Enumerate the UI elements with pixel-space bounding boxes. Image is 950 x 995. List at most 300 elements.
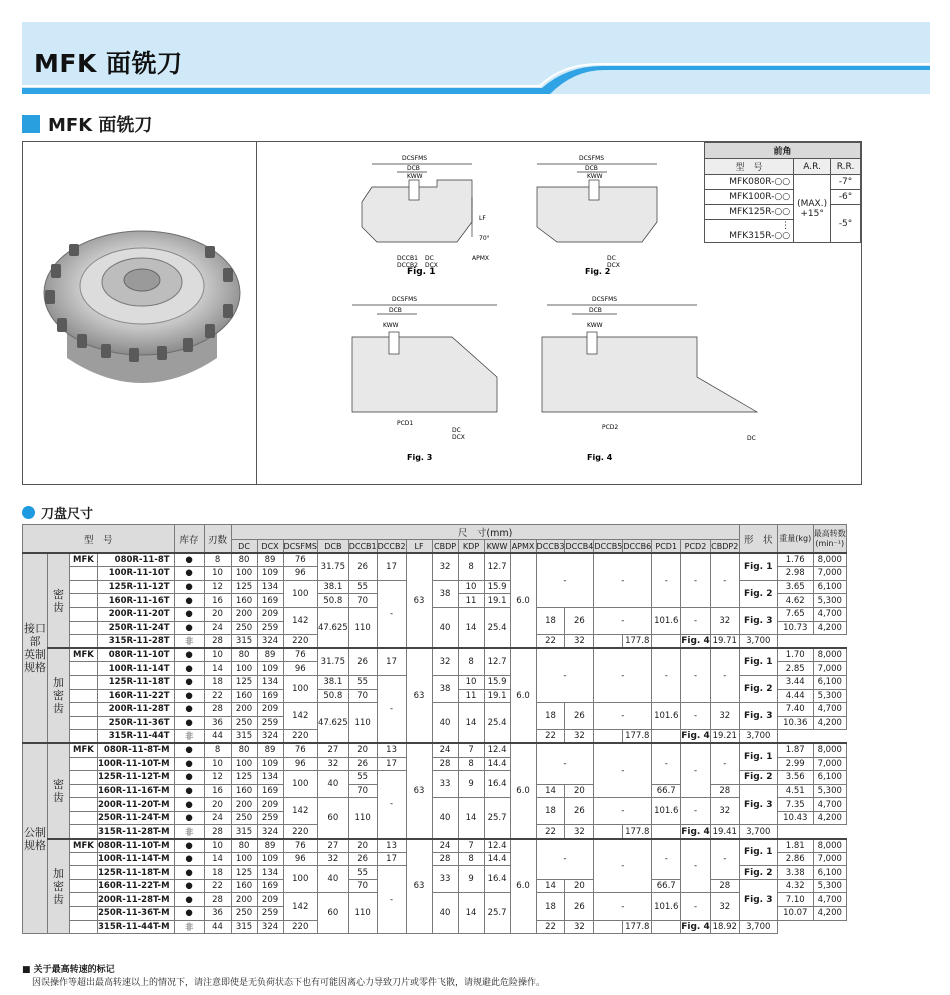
dcx-cell: 209 xyxy=(257,607,283,621)
table-cell: Fig. 3 xyxy=(739,703,777,730)
model-code: 200R-11-20T-M xyxy=(98,798,175,812)
table-cell: 32 xyxy=(565,920,594,934)
table-cell: 100 xyxy=(283,580,317,607)
table-cell: Fig. 4 xyxy=(681,921,710,932)
table-cell: 17 xyxy=(377,757,406,771)
table-row xyxy=(23,553,847,567)
dc-cell: 160 xyxy=(231,784,257,798)
table-cell: 28 xyxy=(710,784,739,798)
dcx-cell: 134 xyxy=(257,675,283,689)
rake-dots: ⋮ xyxy=(781,221,791,231)
rpm-cell: 5,300 xyxy=(813,594,846,608)
table-cell: 6.0 xyxy=(510,648,536,743)
rake-model: MFK125R-○○ xyxy=(705,205,794,220)
table-cell: 55 xyxy=(348,771,377,785)
th-teeth: 刃数 xyxy=(204,525,231,554)
dcx-cell: 324 xyxy=(257,635,283,649)
stock-cell: ● xyxy=(174,716,204,730)
teeth-cell: 12 xyxy=(204,580,231,594)
table-row xyxy=(23,798,847,812)
th-model: 型 号 xyxy=(23,525,175,554)
table-cell: 7 xyxy=(458,839,484,853)
table-cell: 28 xyxy=(432,757,458,771)
rpm-cell: 4,700 xyxy=(813,703,846,717)
weight-cell: 19.41 xyxy=(710,825,739,839)
table-cell: 142 xyxy=(283,893,317,920)
dcsfms-cell: 96 xyxy=(283,662,317,676)
size-table-title xyxy=(22,503,93,522)
table-cell: 70 xyxy=(348,784,377,798)
fig4-label: Fig. 4 xyxy=(587,453,613,462)
table-cell: Fig. 3 xyxy=(739,879,777,920)
table-cell: - xyxy=(681,798,711,825)
table-cell: - xyxy=(594,893,652,920)
teeth-cell: 36 xyxy=(204,907,231,921)
col-header: CBDP xyxy=(432,540,458,554)
table-cell: 47.625 xyxy=(317,607,348,648)
rpm-cell: 3,700 xyxy=(739,635,777,649)
table-cell: 60 xyxy=(317,798,348,839)
dcx-cell: 134 xyxy=(257,580,283,594)
rpm-cell: 4,200 xyxy=(813,716,846,730)
col-header: KDP xyxy=(458,540,484,554)
table-cell: 40 xyxy=(432,607,458,648)
stock-cell: ● xyxy=(174,648,204,662)
teeth-cell: 22 xyxy=(204,879,231,893)
teeth-cell: 24 xyxy=(204,811,231,825)
table-cell: 12.4 xyxy=(484,743,510,757)
rpm-cell: 5,300 xyxy=(813,784,846,798)
teeth-cell: 16 xyxy=(204,784,231,798)
teeth-cell: 18 xyxy=(204,866,231,880)
table-cell: 12.4 xyxy=(484,839,510,853)
dcx-cell: 259 xyxy=(257,811,283,825)
teeth-cell: 14 xyxy=(204,662,231,676)
model-code: 080R-11-8T-M xyxy=(98,743,175,757)
stock-cell: ● xyxy=(174,621,204,635)
model-code: 250R-11-24T-M xyxy=(98,811,175,825)
model-prefix: MFK xyxy=(70,553,98,567)
model-code: 100R-11-14T-M xyxy=(98,852,175,866)
model-code: 080R-11-10T-M xyxy=(98,839,175,853)
table-cell: - xyxy=(681,648,711,702)
dcsfms-cell: 96 xyxy=(283,757,317,771)
weight-cell: 4.51 xyxy=(777,784,813,798)
group-label-metric: 公制规格 xyxy=(23,743,48,933)
weight-cell: 2.98 xyxy=(777,567,813,581)
table-cell: 32 xyxy=(565,730,594,744)
dc-cell: 80 xyxy=(231,743,257,757)
table-cell: 25.4 xyxy=(484,703,510,744)
table-cell: 32 xyxy=(710,607,739,634)
rpm-cell: 3,700 xyxy=(739,920,777,934)
teeth-cell: 18 xyxy=(204,675,231,689)
table-cell xyxy=(652,920,681,934)
weight-cell: 7.35 xyxy=(777,798,813,812)
weight-cell: 3.38 xyxy=(777,866,813,880)
table-cell: 24 xyxy=(432,743,458,757)
dcx-cell: 89 xyxy=(257,839,283,853)
stock-cell: ● xyxy=(174,743,204,757)
dc-cell: 315 xyxy=(231,825,257,839)
table-cell: 28 xyxy=(432,852,458,866)
teeth-cell: 10 xyxy=(204,757,231,771)
table-cell: 12.7 xyxy=(484,553,510,580)
dcx-cell: 209 xyxy=(257,703,283,717)
dcx-cell: 169 xyxy=(257,689,283,703)
section-title-text: MFK 面铣刀 xyxy=(48,115,153,136)
rake-model-last: MFK315R-○○ xyxy=(729,231,791,241)
table-cell: 100 xyxy=(283,675,317,702)
table-cell: 110 xyxy=(348,893,377,934)
model-prefix xyxy=(70,852,98,866)
model-code: 160R-11-22T xyxy=(98,689,175,703)
model-code: 250R-11-36T xyxy=(98,716,175,730)
dc-cell: 100 xyxy=(231,662,257,676)
stock-cell: ● xyxy=(174,703,204,717)
model-prefix xyxy=(70,662,98,676)
rake-model: MFK100R-○○ xyxy=(705,190,794,205)
rake-col-ar: A.R. xyxy=(794,159,831,175)
table-cell: 18 xyxy=(536,893,565,920)
table-cell: 70 xyxy=(348,879,377,893)
dcx-cell: 259 xyxy=(257,907,283,921)
rake-title: 前角 xyxy=(705,143,861,159)
col-header: DCSFMS xyxy=(283,540,317,554)
rpm-cell: 4,200 xyxy=(813,621,846,635)
model-code: 250R-11-36T-M xyxy=(98,907,175,921)
teeth-cell: 22 xyxy=(204,689,231,703)
table-cell: 66.7 xyxy=(652,784,681,798)
table-cell: - xyxy=(377,580,406,648)
dim-dccb1-1: DCCB1 xyxy=(397,255,418,262)
table-cell: 26 xyxy=(565,607,594,634)
teeth-cell: 20 xyxy=(204,607,231,621)
rpm-cell: 6,100 xyxy=(813,866,846,880)
table-cell: 177.8 xyxy=(623,635,652,649)
col-header: PCD2 xyxy=(681,540,711,554)
rake-angle-table xyxy=(704,142,861,243)
model-code: 250R-11-24T xyxy=(98,621,175,635)
table-cell: 17 xyxy=(377,648,406,675)
table-cell: 63 xyxy=(406,743,432,838)
model-code: 160R-11-22T-M xyxy=(98,879,175,893)
table-cell: - xyxy=(652,553,681,607)
stock-cell: ● xyxy=(174,594,204,608)
rpm-cell: 4,200 xyxy=(813,907,846,921)
model-prefix xyxy=(70,607,98,621)
rpm-cell: 8,000 xyxy=(813,743,846,757)
table-cell: 110 xyxy=(348,798,377,839)
table-cell: 38 xyxy=(432,675,458,702)
dc-cell: 100 xyxy=(231,852,257,866)
dcx-cell: 209 xyxy=(257,893,283,907)
table-cell: 24 xyxy=(432,839,458,853)
table-cell: - xyxy=(594,798,652,825)
table-cell: 101.6 xyxy=(652,703,681,730)
dcx-cell: 169 xyxy=(257,784,283,798)
subgroup-label: 加密齿 xyxy=(48,839,70,934)
rpm-cell: 6,100 xyxy=(813,580,846,594)
model-prefix xyxy=(70,866,98,880)
table-cell: 40 xyxy=(317,866,348,893)
rake-rr: -6° xyxy=(831,190,861,205)
table-cell: - xyxy=(681,893,711,920)
dim-dc-1: DC xyxy=(425,255,434,262)
table-cell: 9 xyxy=(458,771,484,798)
dim-dcb-3: DCB xyxy=(389,307,402,314)
dc-cell: 250 xyxy=(231,811,257,825)
table-cell: 18 xyxy=(536,798,565,825)
model-code: 200R-11-28T-M xyxy=(98,893,175,907)
table-row xyxy=(23,648,847,662)
dc-cell: 125 xyxy=(231,675,257,689)
table-cell: 142 xyxy=(283,703,317,730)
table-cell: 11 xyxy=(458,689,484,703)
table-cell: 14 xyxy=(458,893,484,934)
table-cell: - xyxy=(377,866,406,934)
col-header: DCCB4 xyxy=(565,540,594,554)
table-cell: - xyxy=(594,839,652,893)
model-prefix: MFK xyxy=(70,839,98,853)
weight-cell: 10.36 xyxy=(777,716,813,730)
table-cell: 101.6 xyxy=(652,798,681,825)
dim-dc-3: DC xyxy=(452,427,461,434)
table-cell: 100 xyxy=(283,771,317,798)
dim-dc-4: DC xyxy=(747,435,756,442)
table-cell: - xyxy=(710,839,739,880)
dim-dcb-1: DCB xyxy=(407,165,420,172)
table-cell: 47.625 xyxy=(317,703,348,744)
col-header: DCX xyxy=(257,540,283,554)
th-weight: 重量(kg) xyxy=(777,525,813,554)
table-cell: 8 xyxy=(458,757,484,771)
teeth-cell: 12 xyxy=(204,771,231,785)
table-cell: 27 xyxy=(317,743,348,757)
table-cell: 20 xyxy=(565,879,594,893)
rpm-cell: 8,000 xyxy=(813,648,846,662)
size-table-title-text: 刀盘尺寸 xyxy=(41,507,94,522)
dim-dcx-2: DCX xyxy=(607,262,620,269)
model-code: 125R-11-18T xyxy=(98,675,175,689)
table-cell: 14 xyxy=(536,879,565,893)
dcsfms-cell: 76 xyxy=(283,839,317,853)
dc-cell: 160 xyxy=(231,689,257,703)
rake-ar-value: (MAX.) +15° xyxy=(794,175,831,243)
table-cell: 40 xyxy=(432,703,458,744)
table-cell: 50.8 xyxy=(317,689,348,703)
stock-cell: ● xyxy=(174,675,204,689)
table-cell: 20 xyxy=(565,784,594,798)
dc-cell: 250 xyxy=(231,716,257,730)
teeth-cell: 16 xyxy=(204,594,231,608)
model-prefix xyxy=(70,825,98,839)
dim-pcd1-3: PCD1 xyxy=(397,420,414,427)
dcsfms-cell: 220 xyxy=(283,635,317,649)
fig2-label: Fig. 2 xyxy=(585,267,611,276)
model-code: 125R-11-18T-M xyxy=(98,866,175,880)
weight-cell: 19.71 xyxy=(710,635,739,649)
section-title xyxy=(22,112,152,136)
table-cell: 100 xyxy=(283,866,317,893)
model-code: 200R-11-28T xyxy=(98,703,175,717)
table-cell: 10 xyxy=(458,675,484,689)
table-cell: 8 xyxy=(458,553,484,580)
rpm-cell: 7,000 xyxy=(813,567,846,581)
table-cell: 63 xyxy=(406,839,432,934)
stock-cell: ● xyxy=(174,567,204,581)
stock-cell: 非 xyxy=(174,825,204,839)
weight-cell: 4.44 xyxy=(777,689,813,703)
table-cell: - xyxy=(710,553,739,607)
dc-cell: 315 xyxy=(231,920,257,934)
table-row xyxy=(23,743,847,757)
dc-cell: 315 xyxy=(231,730,257,744)
dc-cell: 200 xyxy=(231,893,257,907)
table-cell: 32 xyxy=(432,648,458,675)
dim-dcb-4: DCB xyxy=(589,307,602,314)
model-code: 080R-11-10T xyxy=(98,648,175,662)
table-cell xyxy=(652,730,681,744)
table-cell: - xyxy=(652,743,681,784)
table-cell: Fig. 1 xyxy=(739,648,777,675)
group-label-inch: 接口部 英制规格 xyxy=(23,553,48,743)
weight-cell: 2.85 xyxy=(777,662,813,676)
model-prefix xyxy=(70,757,98,771)
table-cell: - xyxy=(377,771,406,839)
table-cell xyxy=(652,635,681,649)
table-cell: 9 xyxy=(458,866,484,893)
table-cell: 13 xyxy=(377,743,406,757)
stock-cell: 非 xyxy=(174,635,204,649)
table-cell: 8 xyxy=(458,852,484,866)
model-prefix xyxy=(70,811,98,825)
table-cell: 40 xyxy=(432,798,458,839)
table-cell: Fig. 3 xyxy=(739,784,777,825)
table-cell: 20 xyxy=(348,743,377,757)
dcsfms-cell: 76 xyxy=(283,648,317,662)
subgroup-label: 密齿 xyxy=(48,743,70,838)
table-cell: - xyxy=(681,703,711,730)
note-title: ■ 关于最高转速的标记 xyxy=(22,965,115,975)
rpm-cell: 8,000 xyxy=(813,839,846,853)
dim-kww-4: KWW xyxy=(587,322,603,329)
dim-dcx-3: DCX xyxy=(452,434,465,441)
table-cell: 66.7 xyxy=(652,879,681,893)
dcsfms-cell: 96 xyxy=(283,852,317,866)
table-cell: 16.4 xyxy=(484,866,510,893)
stock-cell: ● xyxy=(174,907,204,921)
stock-cell: ● xyxy=(174,607,204,621)
table-row xyxy=(23,607,847,621)
teeth-cell: 24 xyxy=(204,621,231,635)
col-header: DCCB6 xyxy=(623,540,652,554)
stock-cell: ● xyxy=(174,893,204,907)
weight-cell: 1.76 xyxy=(777,553,813,567)
table-cell: - xyxy=(681,743,711,797)
table-cell: - xyxy=(536,553,594,607)
table-cell: - xyxy=(594,607,652,634)
fig1-label: Fig. 1 xyxy=(407,267,436,277)
weight-cell: 18.92 xyxy=(710,920,739,934)
dcsfms-cell: 76 xyxy=(283,743,317,757)
table-cell: 8 xyxy=(458,648,484,675)
table-cell: 6.0 xyxy=(510,839,536,934)
dim-dcsfms-4: DCSFMS xyxy=(592,296,618,303)
dcx-cell: 324 xyxy=(257,825,283,839)
table-row xyxy=(23,839,847,853)
rpm-cell: 6,100 xyxy=(813,675,846,689)
table-cell: 19.1 xyxy=(484,689,510,703)
model-prefix xyxy=(70,798,98,812)
stock-cell: ● xyxy=(174,852,204,866)
model-prefix xyxy=(70,784,98,798)
dim-pcd2-4: PCD2 xyxy=(602,424,619,431)
dim-lf-1: LF xyxy=(479,215,486,222)
model-code: 080R-11-8T xyxy=(98,553,175,567)
figure-panel xyxy=(22,141,862,485)
model-prefix xyxy=(70,703,98,717)
dim-dcb-2: DCB xyxy=(585,165,598,172)
rpm-cell: 3,700 xyxy=(739,730,777,744)
dcx-cell: 109 xyxy=(257,567,283,581)
table-cell: 17 xyxy=(377,553,406,580)
table-cell: 13 xyxy=(377,839,406,853)
dim-kww-1: KWW xyxy=(407,173,423,180)
model-prefix xyxy=(70,879,98,893)
dc-cell: 125 xyxy=(231,866,257,880)
table-cell: 55 xyxy=(348,675,377,689)
table-cell: 17 xyxy=(377,852,406,866)
dim-apmx-1: APMX xyxy=(472,255,490,262)
table-cell: 38 xyxy=(432,580,458,607)
model-prefix: MFK xyxy=(70,743,98,757)
subgroup-label: 加密齿 xyxy=(48,648,70,743)
table-cell: 32 xyxy=(317,757,348,771)
model-prefix xyxy=(70,730,98,744)
weight-cell: 4.62 xyxy=(777,594,813,608)
table-cell: 70 xyxy=(348,594,377,608)
table-cell: 15.9 xyxy=(484,675,510,689)
rpm-cell: 4,700 xyxy=(813,893,846,907)
table-cell: 14.4 xyxy=(484,757,510,771)
stock-cell: ● xyxy=(174,580,204,594)
table-cell: 63 xyxy=(406,648,432,743)
table-cell: Fig. 4 xyxy=(681,825,711,839)
model-prefix xyxy=(70,594,98,608)
dcx-cell: 324 xyxy=(257,730,283,744)
rake-rr: -5° xyxy=(831,205,861,243)
page-title: MFK 面铣刀 xyxy=(34,49,183,78)
dcx-cell: 134 xyxy=(257,771,283,785)
weight-cell: 10.07 xyxy=(777,907,813,921)
rpm-cell: 7,000 xyxy=(813,662,846,676)
table-cell: - xyxy=(681,839,711,893)
weight-cell: 3.65 xyxy=(777,580,813,594)
teeth-cell: 8 xyxy=(204,553,231,567)
model-code: 160R-11-16T-M xyxy=(98,784,175,798)
dcx-cell: 89 xyxy=(257,553,283,567)
table-cell: 63 xyxy=(406,553,432,648)
table-cell: 50.8 xyxy=(317,594,348,608)
table-cell: - xyxy=(681,553,711,607)
table-cell: 25.7 xyxy=(484,798,510,839)
weight-cell: 3.56 xyxy=(777,771,813,785)
stock-cell: ● xyxy=(174,784,204,798)
table-cell xyxy=(594,920,623,934)
model-prefix xyxy=(70,675,98,689)
rake-model xyxy=(705,220,794,243)
